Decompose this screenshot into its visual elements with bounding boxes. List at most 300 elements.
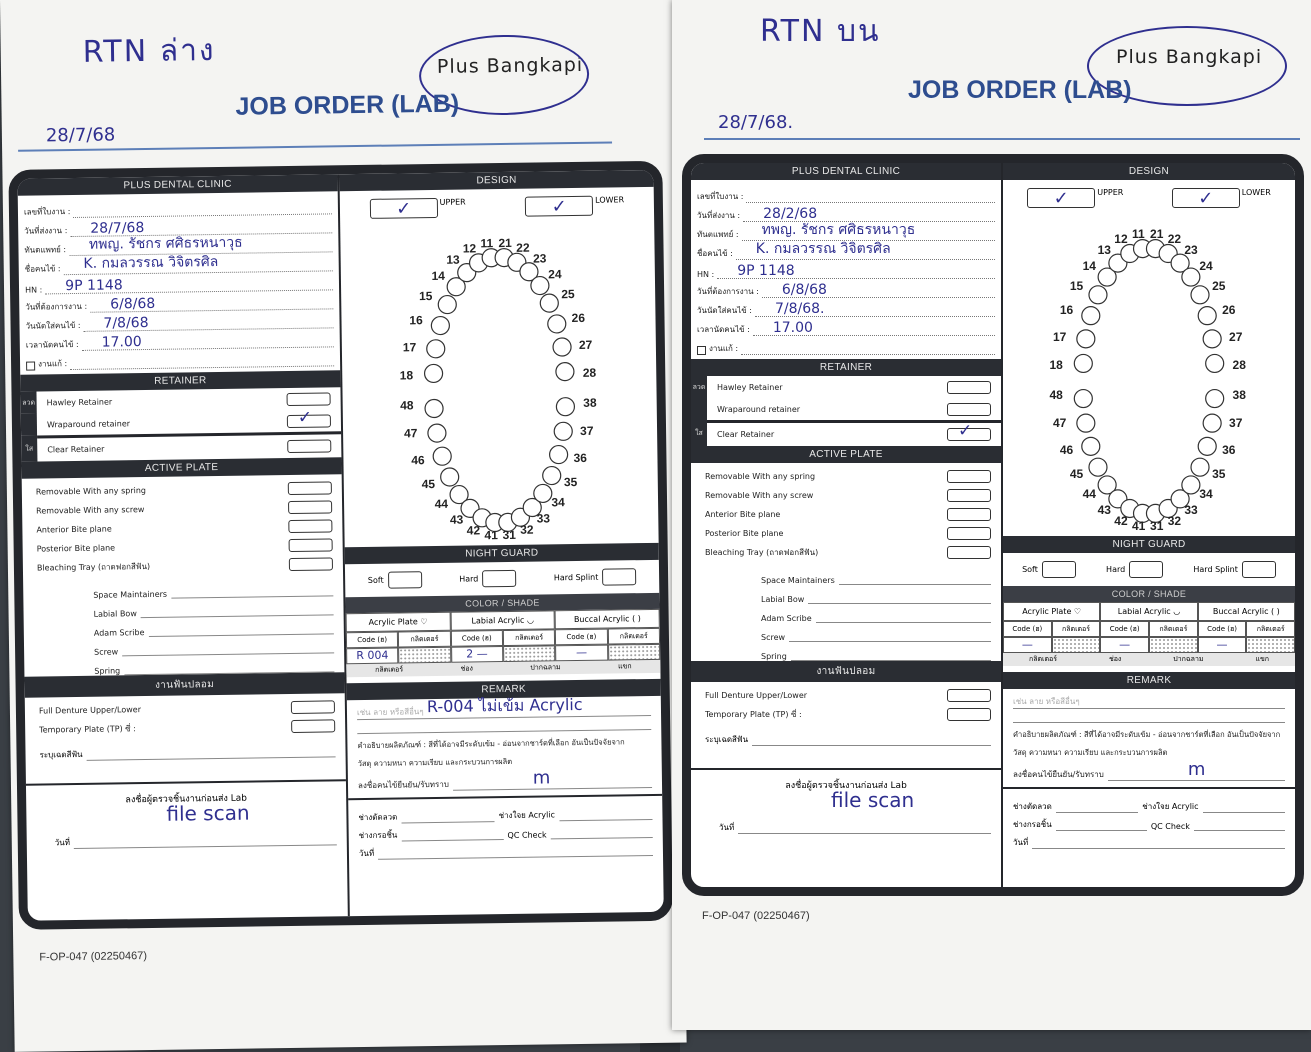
active-plate-checkbox[interactable] (947, 546, 991, 559)
lower-checkbox[interactable]: ✓ (525, 196, 593, 217)
active-plate-checkbox[interactable] (947, 527, 991, 540)
night-guard-checkbox[interactable] (482, 570, 516, 587)
tooth-number: 24 (1199, 259, 1213, 274)
retainer-checkbox[interactable] (287, 407, 331, 428)
tooth-38[interactable] (556, 398, 574, 416)
appliance-part-row (691, 604, 1001, 623)
remark-placeholder: เช่น ลาย หรือสีอื่นๆ (356, 707, 424, 718)
field-value[interactable]: 17.00 (101, 334, 142, 351)
retainer-label: Wraparound retainer (717, 404, 801, 414)
tooth-number: 27 (578, 337, 593, 352)
active-plate-list (691, 463, 1001, 566)
tooth-number: 23 (532, 251, 547, 266)
active-plate-header: ACTIVE PLATE (21, 457, 341, 478)
handwritten-date: 28/7/68 (45, 124, 116, 147)
active-plate-option (691, 486, 1001, 505)
left-column (17, 174, 349, 920)
field-label: ชื่อคนไข้ : (24, 264, 61, 274)
tooth-46[interactable] (1082, 437, 1100, 455)
tooth-number: 37 (580, 424, 594, 439)
shade-footer-option[interactable]: แขก (618, 662, 632, 671)
lower-label: LOWER (1241, 188, 1271, 197)
tooth-18[interactable] (424, 364, 442, 382)
tooth-18[interactable] (1074, 354, 1092, 372)
tooth-number: 38 (583, 396, 597, 411)
inspect-label: ลงชื่อผู้ตรวจชิ้นงานก่อนส่ง Lab (785, 781, 907, 791)
upper-label: UPPER (439, 197, 466, 207)
technician-label: ช่างกรอชิ้น (358, 830, 398, 841)
tooth-number: 33 (536, 511, 551, 526)
active-plate-checkbox[interactable] (288, 481, 332, 495)
tooth-25[interactable] (1191, 286, 1209, 304)
denture-label: Temporary Plate (TP) ซี่ : (705, 710, 802, 719)
tooth-number: 21 (1150, 226, 1164, 241)
appliance-part-row (691, 585, 1001, 604)
tooth-38[interactable] (1206, 390, 1224, 408)
technician-label: วันที่ (358, 848, 375, 859)
shade-value-cell[interactable] (1149, 637, 1198, 653)
tooth-45[interactable] (1089, 458, 1107, 476)
tooth-15[interactable] (1089, 286, 1107, 304)
tooth-37[interactable] (1203, 414, 1221, 432)
arch-select-row (1003, 180, 1295, 216)
night-guard-row (1003, 553, 1295, 586)
night-guard-header: NIGHT GUARD (1003, 536, 1295, 553)
tooth-16[interactable] (431, 316, 449, 334)
retainer-option (707, 376, 1001, 398)
remark-confirm-row: ลงชื่อคนไข้ยืนยัน/รับทราบ m (1013, 763, 1285, 781)
tooth-35[interactable] (1191, 458, 1209, 476)
tooth-chart (1003, 216, 1295, 536)
field-value[interactable]: 7/8/68 (103, 314, 149, 332)
tooth-number: 28 (582, 365, 597, 380)
denture-list (25, 693, 346, 743)
shade-value-cell[interactable]: R 004 (346, 648, 399, 665)
denture-header: งานฟันปลอม (691, 661, 1001, 682)
shade-value-cell[interactable]: 2 — (451, 646, 504, 663)
handwritten-date: 28/7/68. (718, 112, 794, 133)
technician-row (1003, 813, 1295, 831)
night-guard-row (345, 560, 659, 597)
night-guard-checkbox[interactable] (1242, 561, 1276, 578)
design-header: DESIGN (1003, 163, 1295, 180)
remark-note-2: วัสดุ ความหนา ความเรียบ และกระบวนการผลิต (357, 756, 513, 769)
appliance-part-label: Spring (761, 652, 787, 661)
field-value[interactable]: K. กมลวรรณ วิจิตรศิล (755, 241, 891, 257)
retainer-group-label: ลวด (20, 392, 36, 414)
shade-footer-option[interactable]: ปากฉลาม (530, 663, 561, 672)
shade-value-cell[interactable] (1052, 637, 1101, 653)
tooth-number: 11 (1131, 226, 1145, 241)
appliance-part-label: Screw (94, 647, 119, 657)
remark-handwritten: R-004 ไม่เข้ม Acrylic (426, 694, 583, 717)
tooth-number: 15 (1069, 279, 1084, 294)
tooth-number: 31 (1150, 519, 1164, 534)
shade-value-cell[interactable]: — (555, 645, 608, 662)
tooth-number: 41 (1131, 519, 1146, 534)
tooth-number: 35 (563, 474, 578, 489)
retainer-checkbox[interactable] (947, 381, 991, 394)
check-mark: ✓ (297, 407, 313, 428)
tooth-number: 31 (502, 528, 516, 543)
rework-checkbox[interactable] (697, 346, 706, 355)
night-guard-checkbox[interactable] (602, 568, 636, 585)
patient-fields (18, 191, 340, 374)
technician-label: ช่างใจย Acrylic (1142, 802, 1199, 811)
color-shade-header: COLOR / SHADE (1003, 586, 1295, 602)
clinic-header: PLUS DENTAL CLINIC (17, 174, 337, 195)
arch-select-row (340, 187, 654, 227)
tooth-number: 25 (561, 287, 575, 302)
shade-value-cell[interactable] (503, 645, 556, 662)
tooth-15[interactable] (438, 295, 456, 313)
tooth-number: 37 (1229, 416, 1243, 431)
tooth-number: 35 (1212, 466, 1226, 481)
night-guard-checkbox[interactable] (1129, 561, 1163, 578)
tooth-number: 26 (571, 311, 586, 326)
tooth-number: 32 (520, 522, 534, 537)
tooth-24[interactable] (531, 276, 549, 294)
night-guard-option (1193, 561, 1276, 578)
night-guard-checkbox[interactable] (388, 571, 422, 588)
field-label: ชื่อคนไข้ : (697, 249, 733, 258)
tooth-36[interactable] (549, 445, 567, 463)
shade-footer-option[interactable]: ปากฉลาม (1173, 655, 1204, 663)
retainer-header: RETAINER (691, 359, 1001, 376)
shade-subheaders (1003, 621, 1295, 637)
tooth-34[interactable] (1182, 476, 1200, 494)
retainer-label: Hawley Retainer (46, 396, 113, 407)
active-plate-label: Removable With any spring (35, 486, 147, 497)
field-value[interactable]: 9P 1148 (65, 277, 123, 295)
title-rule (704, 138, 1300, 140)
shade-footer-option[interactable]: แขก (1255, 655, 1270, 663)
appliance-part-label: Spring (94, 666, 121, 676)
remark-line (1013, 695, 1285, 709)
remark-line-2 (1013, 709, 1285, 723)
tooth-28[interactable] (556, 362, 574, 380)
appliance-part-label: Labial Bow (761, 595, 805, 604)
remark-note-1: คำอธิบายผลิตภัณฑ์ : สีที่ได้อาจมีระดับเข้ม - อ่อนจากชาร์ตที่เลือก อันเป็นปัจจัยจาก (357, 737, 625, 751)
active-plate-label: Posterior Bite plane (36, 543, 116, 554)
appliance-parts-list (691, 566, 1001, 661)
tooth-number: 41 (484, 528, 498, 543)
night-guard-label: Hard (459, 574, 479, 584)
active-plate-label: Removable With any spring (705, 472, 816, 481)
shade-subheader: กลิตเตอร์ (1052, 621, 1101, 637)
branch-name: Plus Bangkapi (1116, 46, 1263, 68)
inspect-handwritten: file scan (831, 788, 915, 812)
tooth-number: 18 (1049, 357, 1063, 372)
retainer-group-label: ใส (21, 436, 37, 462)
tooth-number: 12 (1114, 232, 1128, 247)
shade-footer (1003, 653, 1295, 666)
tooth-number: 17 (1052, 329, 1067, 344)
tooth-26[interactable] (1198, 307, 1216, 325)
tooth-27[interactable] (1203, 330, 1221, 348)
form-code: F-OP-047 (02250467) (702, 910, 810, 922)
upper-checkbox[interactable]: ✓ (370, 198, 438, 219)
check-mark: ✓ (958, 421, 973, 441)
patient-fields (691, 180, 1001, 359)
tooth-number: 13 (446, 252, 460, 268)
field-label: วันที่ส่งงาน : (697, 211, 741, 220)
shade-subheader: Code (ฮ) (1198, 621, 1247, 637)
active-plate-checkbox[interactable] (289, 557, 333, 571)
technician-label: ช่างกรอชิ้น (1013, 820, 1052, 829)
denture-checkbox[interactable] (947, 689, 991, 702)
shade-footer-option[interactable]: ช่อง (460, 664, 473, 673)
tooth-number: 42 (1114, 513, 1128, 528)
rework-checkbox[interactable] (26, 362, 35, 371)
remark-placeholder: เช่น ลาย หรือสีอื่นๆ (1013, 697, 1080, 706)
tooth-17[interactable] (427, 340, 445, 358)
shade-subheader: กลิตเตอร์ (503, 629, 556, 646)
tooth-34[interactable] (534, 484, 552, 502)
field-value[interactable]: 17.00 (772, 320, 813, 336)
field-label: งานแก้ : (38, 359, 68, 369)
field-value[interactable]: K. กมลวรรณ วิจิตรศิล (83, 253, 219, 272)
field-label: เลขที่ใบงาน : (697, 192, 744, 201)
shade-footer-option[interactable]: ช่อง (1108, 655, 1122, 663)
tooth-24[interactable] (1182, 268, 1200, 286)
active-plate-label: Bleaching Tray (ถาดฟอกสีฟัน) (36, 561, 151, 573)
active-plate-checkbox[interactable] (947, 470, 991, 483)
shade-subheader: กลิตเตอร์ (607, 628, 660, 645)
tooth-47[interactable] (1077, 414, 1095, 432)
field-value[interactable]: 9P 1148 (737, 263, 795, 279)
denture-checkbox[interactable] (291, 700, 335, 714)
upper-checkbox[interactable]: ✓ (1027, 188, 1095, 208)
upper-label: UPPER (1097, 188, 1124, 197)
patient-field (691, 260, 1001, 279)
retainer-checkbox[interactable] (287, 392, 331, 406)
tooth-48[interactable] (425, 399, 443, 417)
night-guard-checkbox[interactable] (1042, 561, 1076, 578)
form-code: F-OP-047 (02250467) (39, 950, 148, 964)
denture-list (691, 682, 1001, 728)
patient-field (691, 336, 1001, 355)
retainer-checkbox[interactable] (287, 439, 331, 453)
remark-confirm-row: ลงชื่อคนไข้ยืนยัน/รับทราบ m (358, 770, 652, 792)
shade-value-cell[interactable] (398, 647, 451, 664)
tooth-number: 22 (1167, 232, 1182, 247)
field-label: HN : (697, 270, 715, 279)
tooth-number: 16 (409, 313, 423, 328)
tooth-number: 12 (462, 241, 477, 256)
shade-subheader: Code (ฮ) (555, 629, 608, 646)
shade-footer-option[interactable]: กลิตเตอร์ (1028, 655, 1057, 663)
tooth-46[interactable] (433, 447, 451, 465)
night-guard-label: Hard Splint (553, 572, 599, 583)
tooth-number: 16 (1059, 303, 1074, 318)
field-value[interactable]: 7/8/68. (774, 301, 825, 317)
tooth-chart (340, 223, 658, 547)
field-label: วันที่ส่งงาน : (24, 226, 68, 236)
retainer-row (21, 431, 341, 461)
tooth-number: 21 (498, 235, 512, 250)
field-label: เลขที่ใบงาน : (23, 207, 71, 217)
tooth-47[interactable] (428, 424, 446, 442)
field-label: วันนัดใส่คนไข้ : (25, 320, 81, 331)
tooth-28[interactable] (1206, 354, 1224, 372)
retainer-label: Hawley Retainer (717, 382, 783, 392)
shade-value-cell[interactable] (608, 644, 661, 661)
technician-row (1003, 795, 1295, 813)
tooth-number: 32 (1167, 513, 1182, 528)
retainer-list (691, 376, 1001, 446)
active-plate-label: Anterior Bite plane (705, 510, 781, 519)
technician-label: ช่างตัดลวด (1013, 802, 1052, 811)
active-plate-checkbox[interactable] (288, 519, 332, 533)
retainer-list (20, 387, 341, 461)
field-value[interactable]: ทพญ. รัชกร ศศิธรหนาวุธ (761, 222, 916, 238)
shade-subheader: Code (ฮ) (451, 630, 504, 647)
tooth-number: 27 (1229, 329, 1243, 344)
technician-section (348, 794, 663, 860)
tooth-number: 22 (516, 240, 530, 256)
tooth-number: 36 (1222, 442, 1236, 457)
denture-label: Full Denture Upper/Lower (38, 705, 142, 716)
patient-field (691, 184, 1001, 203)
active-plate-checkbox[interactable] (289, 538, 333, 552)
lower-label: LOWER (595, 195, 625, 205)
tooth-number: 43 (449, 512, 464, 527)
tooth-number: 14 (431, 268, 445, 284)
night-guard-label: Hard (1106, 565, 1126, 574)
appliance-part-label: Space Maintainers (761, 576, 835, 585)
active-plate-list (22, 474, 343, 581)
field-value[interactable]: 28/7/68 (90, 220, 145, 237)
appliance-part-row (691, 642, 1001, 661)
tooth-26[interactable] (548, 315, 566, 333)
active-plate-label: Bleaching Tray (ถาดฟอกสีฟัน) (705, 548, 819, 557)
active-plate-label: Anterior Bite plane (36, 524, 112, 535)
shade-value-cell[interactable]: — (1198, 637, 1247, 653)
field-label: ทันตแพทย์ : (697, 230, 739, 239)
night-guard-header: NIGHT GUARD (345, 543, 659, 564)
tooth-36[interactable] (1198, 437, 1216, 455)
shade-column-header: Labial Acrylic ◡ (450, 610, 555, 630)
shade-value-cell[interactable] (1246, 637, 1295, 653)
night-guard-label: Soft (1022, 565, 1038, 574)
shade-footer-option[interactable]: กลิตเตอร์ (375, 665, 404, 674)
tooth-25[interactable] (540, 294, 558, 312)
color-shade-header: COLOR / SHADE (345, 593, 659, 613)
tooth-45[interactable] (441, 468, 459, 486)
night-guard-option (459, 570, 516, 588)
tooth-27[interactable] (553, 338, 571, 356)
active-plate-header: ACTIVE PLATE (691, 446, 1001, 463)
shade-values (1003, 637, 1295, 653)
appliance-part-label: Adam Scribe (761, 614, 812, 623)
lower-checkbox[interactable]: ✓ (1172, 188, 1240, 208)
denture-checkbox[interactable] (291, 719, 335, 733)
tooth-48[interactable] (1074, 390, 1092, 408)
technician-label: QC Check (507, 830, 547, 840)
left-column (691, 163, 1003, 887)
shade-value-cell[interactable]: — (1003, 637, 1052, 653)
active-plate-option (691, 543, 1001, 562)
field-value[interactable]: 28/2/68 (763, 206, 818, 222)
branch-name: Plus Bangkapi (436, 53, 584, 78)
appliance-part-label: Adam Scribe (93, 628, 145, 638)
night-guard-option (368, 571, 422, 589)
tooth-number: 25 (1212, 279, 1226, 294)
field-value[interactable]: 6/8/68 (110, 295, 156, 313)
technician-label: วันที่ (1013, 838, 1029, 847)
denture-checkbox[interactable] (947, 708, 991, 721)
tooth-number: 24 (548, 267, 562, 282)
retainer-option (707, 420, 1001, 446)
tooth-16[interactable] (1082, 307, 1100, 325)
night-guard-label: Hard Splint (1193, 565, 1238, 574)
tooth-number: 34 (1199, 486, 1213, 501)
night-guard-option (1106, 561, 1163, 578)
tooth-number: 38 (1232, 388, 1246, 403)
job-order-form (682, 154, 1304, 896)
field-value[interactable]: 6/8/68 (781, 282, 827, 298)
tooth-17[interactable] (1077, 330, 1095, 348)
field-label: งานแก้ : (709, 344, 739, 353)
active-plate-checkbox[interactable] (288, 500, 332, 514)
remark-note-1: คำอธิบายผลิตภัณฑ์ : สีที่ได้อาจมีระดับเข้ม - อ่อนจากชาร์ตที่เลือก อันเป็นปัจจัยจาก (1013, 730, 1281, 739)
denture-label: Full Denture Upper/Lower (705, 691, 808, 700)
tooth-number: 47 (1052, 416, 1067, 431)
right-column (339, 170, 663, 916)
tooth-number: 45 (421, 476, 436, 491)
shade-subheader: Code (ฮ) (1100, 621, 1149, 637)
tooth-number: 23 (1184, 243, 1198, 258)
shade-value-cell[interactable]: — (1100, 637, 1149, 653)
field-label: เวลานัดคนไข้ : (25, 339, 79, 350)
shade-subheader: Code (ฮ) (346, 632, 399, 649)
retainer-label: Clear Retainer (717, 430, 775, 439)
denture-option (691, 705, 1001, 724)
remark-signature: m (1187, 759, 1206, 780)
tooth-number: 18 (399, 367, 414, 383)
tooth-number: 48 (1049, 388, 1063, 403)
retainer-checkbox[interactable] (947, 403, 991, 416)
field-value[interactable]: ทพญ. รัชกร ศศิธรหนาวุธ (88, 234, 243, 253)
tooth-number: 13 (1097, 243, 1111, 258)
retainer-option (37, 431, 341, 461)
remark-section (1003, 689, 1295, 787)
retainer-checkbox[interactable] (947, 421, 991, 441)
denture-option (691, 686, 1001, 705)
field-label: วันที่ต้องการงาน : (697, 287, 759, 296)
tooth-37[interactable] (554, 422, 572, 440)
active-plate-checkbox[interactable] (947, 508, 991, 521)
patient-field (691, 298, 1001, 317)
design-header: DESIGN (339, 170, 653, 191)
denture-shade-row: ระบุเฉดสีฟัน (25, 739, 345, 761)
tooth-number: 36 (573, 450, 588, 465)
field-label: วันนัดใส่คนไข้ : (697, 306, 752, 315)
field-label: HN : (24, 285, 43, 295)
tooth-number: 42 (466, 523, 481, 538)
right-column (1003, 163, 1295, 887)
technician-label: ช่างตัดลวด (358, 812, 398, 823)
denture-shade-row: ระบุเฉดสีฟัน (691, 728, 1001, 746)
tooth-number: 44 (1082, 486, 1096, 501)
handwritten-header: RTN บน (760, 14, 881, 49)
tooth-number: 47 (403, 426, 418, 441)
tooth-35[interactable] (543, 466, 561, 484)
remark-note-2: วัสดุ ความหนา ความเรียบ และกระบวนการผลิต (1013, 748, 1168, 757)
appliance-part-label: Screw (761, 633, 786, 642)
active-plate-checkbox[interactable] (947, 489, 991, 502)
